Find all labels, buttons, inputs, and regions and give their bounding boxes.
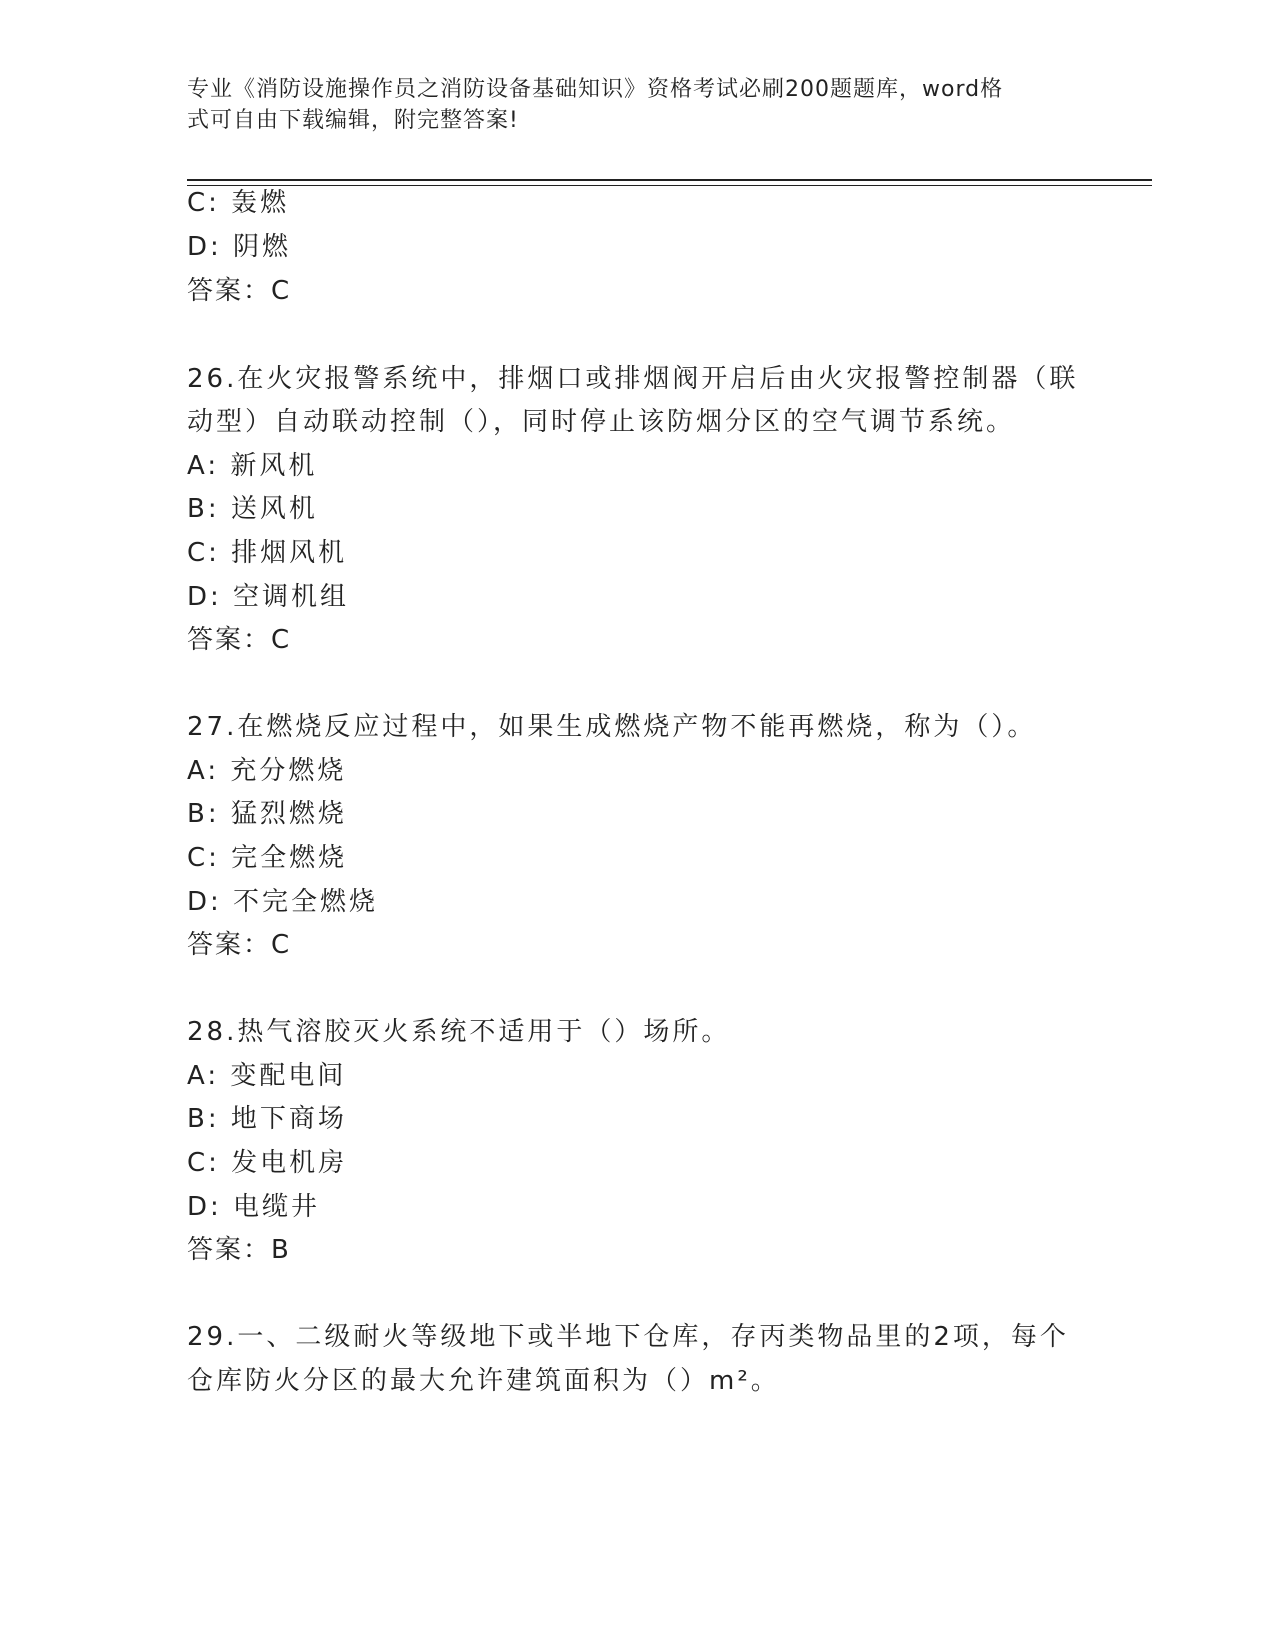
q27-option-d: D: 不完全燃烧 xyxy=(187,887,379,917)
header-line-1: 专业《消防设施操作员之消防设备基础知识》资格考试必刷200题题库，word格 xyxy=(187,77,1004,102)
header-divider-thick xyxy=(187,179,1152,181)
q28-answer: 答案：B xyxy=(187,1235,291,1265)
q27-option-a: A: 充分燃烧 xyxy=(187,756,347,786)
q27-stem-line-1: 27.在燃烧反应过程中，如果生成燃烧产物不能再燃烧，称为（）。 xyxy=(187,712,1037,742)
q26-option-d: D: 空调机组 xyxy=(187,582,350,612)
q26-stem-line-1: 26.在火灾报警系统中，排烟口或排烟阀开启后由火灾报警控制器（联 xyxy=(187,364,1079,394)
q28-stem-line-1: 28.热气溶胶灭火系统不适用于（）场所。 xyxy=(187,1017,731,1047)
q28-option-c: C: 发电机房 xyxy=(187,1148,348,1178)
q26-answer: 答案：C xyxy=(187,625,292,655)
q29-stem-line-1: 29.一、二级耐火等级地下或半地下仓库，存丙类物品里的2项，每个 xyxy=(187,1322,1069,1352)
q26-stem-line-2: 动型）自动联动控制（），同时停止该防烟分区的空气调节系统。 xyxy=(187,407,1016,437)
q28-option-d: D: 电缆井 xyxy=(187,1192,321,1222)
q25-option-c: C: 轰燃 xyxy=(187,188,290,218)
q29-stem-line-2: 仓库防火分区的最大允许建筑面积为（）m²。 xyxy=(187,1366,780,1396)
q28-option-a: A: 变配电间 xyxy=(187,1061,347,1091)
header-line-2: 式可自由下载编辑，附完整答案! xyxy=(187,108,519,133)
q27-option-b: B: 猛烈燃烧 xyxy=(187,799,347,829)
header-divider-thin xyxy=(187,185,1152,186)
q27-option-c: C: 完全燃烧 xyxy=(187,843,348,873)
q27-answer: 答案：C xyxy=(187,930,292,960)
q25-answer: 答案：C xyxy=(187,276,292,306)
q26-option-b: B: 送风机 xyxy=(187,494,318,524)
q28-option-b: B: 地下商场 xyxy=(187,1104,347,1134)
q25-option-d: D: 阴燃 xyxy=(187,232,292,262)
q26-option-c: C: 排烟风机 xyxy=(187,538,348,568)
q26-option-a: A: 新风机 xyxy=(187,451,318,481)
document-header xyxy=(187,74,1087,136)
